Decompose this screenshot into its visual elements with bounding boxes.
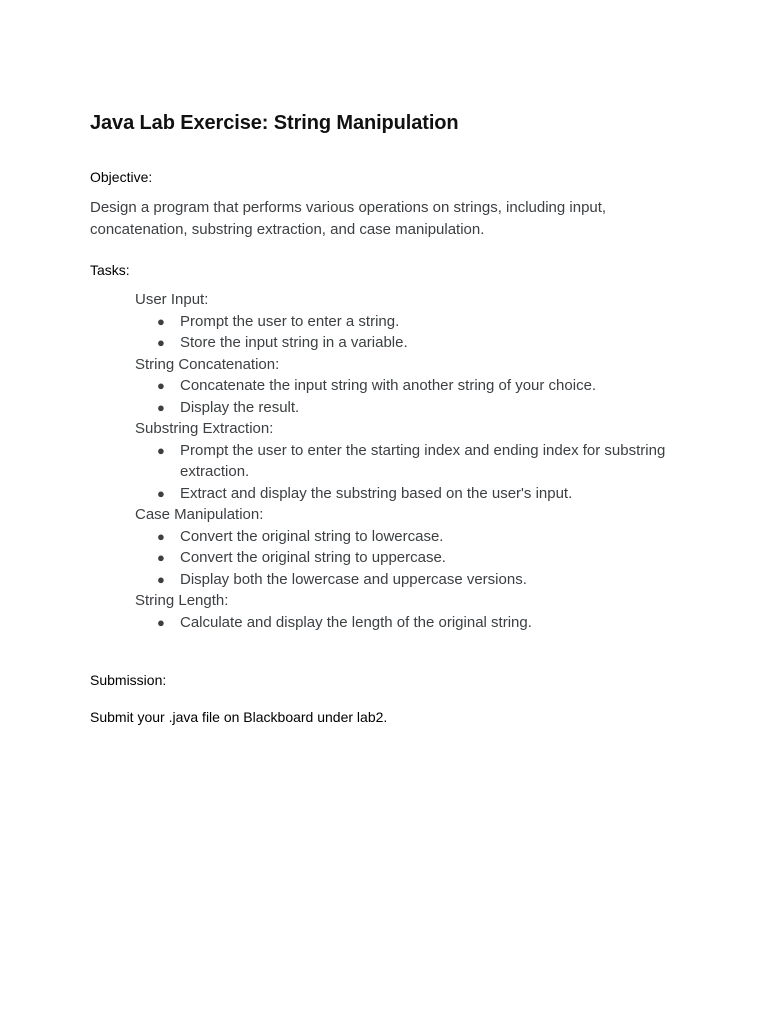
bullet-icon: ● bbox=[157, 313, 165, 329]
objective-label: Objective: bbox=[90, 169, 153, 185]
submission-text: Submit your .java file on Blackboard under lab2. bbox=[90, 709, 388, 725]
task-group-string-length bbox=[135, 590, 695, 633]
bullet-icon: ● bbox=[157, 528, 165, 544]
tasks-label: Tasks: bbox=[90, 262, 130, 278]
list-item-text: Convert the original string to uppercase. bbox=[180, 549, 446, 566]
list-item bbox=[135, 483, 695, 505]
task-bullets bbox=[135, 612, 695, 634]
list-item-text: Store the input string in a variable. bbox=[180, 334, 408, 351]
list-item-text: Calculate and display the length of the original string. bbox=[180, 613, 532, 631]
list-item-text: Concatenate the input string with another string of your choice. bbox=[180, 377, 597, 394]
list-item-text: Prompt the user to enter the starting index and ending index for substring extraction. bbox=[180, 441, 666, 480]
bullet-icon: ● bbox=[157, 335, 165, 350]
task-heading: Case Manipulation: bbox=[135, 506, 264, 523]
task-group-case-manipulation bbox=[135, 504, 695, 590]
task-bullets bbox=[135, 440, 695, 505]
objective-text: Design a program that performs various operations on strings, including input, concatenation, substring extraction, and case manipulation. bbox=[90, 199, 607, 238]
page-title: Java Lab Exercise: String Manipulation bbox=[90, 112, 459, 134]
list-item-text: Extract and display the substring based on the user's input. bbox=[180, 484, 573, 502]
list-item bbox=[135, 612, 695, 634]
task-bullets bbox=[135, 526, 695, 591]
task-group-user-input bbox=[135, 289, 695, 354]
task-heading: String Length: bbox=[135, 592, 229, 609]
list-item-text: Display both the lowercase and uppercase versions. bbox=[180, 570, 527, 588]
task-group-substring-extraction bbox=[135, 418, 695, 504]
task-list bbox=[135, 289, 695, 633]
bullet-icon: ● bbox=[157, 485, 165, 501]
submission-label: Submission: bbox=[90, 672, 167, 688]
task-heading: User Input: bbox=[135, 291, 209, 308]
list-item-text: Prompt the user to enter a string. bbox=[180, 312, 400, 330]
list-item-text: Display the result. bbox=[180, 398, 300, 416]
list-item-text: Convert the original string to lowercase. bbox=[180, 527, 444, 545]
task-heading: String Concatenation: bbox=[135, 355, 280, 373]
bullet-icon: ● bbox=[157, 442, 165, 458]
list-item bbox=[135, 397, 695, 419]
bullet-icon: ● bbox=[157, 399, 165, 415]
list-item bbox=[135, 332, 695, 354]
task-group-string-concatenation bbox=[135, 354, 695, 419]
task-bullets bbox=[135, 311, 695, 354]
list-item bbox=[135, 311, 695, 333]
task-bullets bbox=[135, 375, 695, 418]
bullet-icon: ● bbox=[157, 571, 165, 587]
list-item bbox=[135, 526, 695, 548]
bullet-icon: ● bbox=[157, 614, 165, 630]
bullet-icon: ● bbox=[157, 550, 165, 565]
task-heading: Substring Extraction: bbox=[135, 420, 274, 437]
bullet-icon: ● bbox=[157, 378, 165, 393]
list-item bbox=[135, 547, 695, 569]
list-item bbox=[135, 569, 695, 591]
list-item bbox=[135, 440, 695, 483]
list-item bbox=[135, 375, 695, 397]
